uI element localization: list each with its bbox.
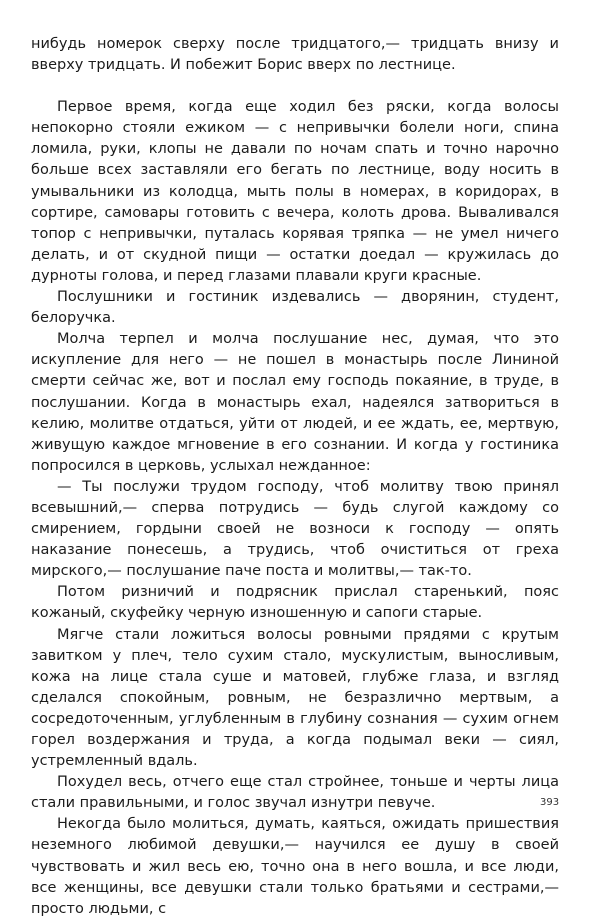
page-body — [31, 34, 559, 920]
paragraph: — Ты послужи трудом господу, чтоб молитву твою принял всевышний,— сперва потрудись — будь слугой каждому со смирением, гордыни своей не возноси к господу — опять наказание понесешь, а трудись, чтоб очиститься от греха мирского,— послушание паче поста и молитвы,— так-то. — [31, 478, 559, 580]
paragraph: Молча терпел и молча послушание нес, думая, что это искупление для него — не пошел в монастырь после Лининой смерти сейчас же, вот и послал ему господь покаяние, в труде, в послушании. Когда в монастырь ехал, надеялся затвориться в келию, молитве отдаться, уйти от людей, и ее ждать, ее, мертвую, живущую каждое мгновение в его сознании. И когда у гостиника попросился в церковь, услыхал нежданное: — [31, 331, 559, 474]
paragraph: Похудел весь, отчего еще стал стройнее, тоньше и черты лица стали правильными, и голос звучал изнутри певуче. — [31, 774, 559, 812]
paragraph: нибудь номерок сверху после тридцатого,— тридцать внизу и вверху тридцать. И побежит Борис вверх по лестнице. — [31, 36, 559, 74]
page-number: 393 — [540, 797, 560, 808]
paragraph: Мягче стали ложиться волосы ровными прядями с крутым завитком у плеч, тело сухим стало, мускулистым, выносливым, кожа на лице стала суше и матовей, глубже глаза, и взгляд сделался спокойным, ровным, не безразлично мертвым, а сосредоточенным, углубленным в глубину сознания — сухим огнем горел воздержания и труда, а когда подымал веки — сиял, устремленный вдаль. — [31, 626, 559, 770]
paragraph: Некогда было молиться, думать, каяться, ожидать пришествия неземного любимой девушки,— научился ее душу в своей чувствовать и жил весь ею, точно она в него вошла, и все люди, все женщины, все девушки стали только братьями и сестрами,— просто людьми, с — [31, 816, 559, 917]
paragraph: Первое время, когда еще ходил без ряски, когда волосы непокорно стояли ежиком — с непривычки болели ноги, спина ломила, руки, клопы не давали по ночам спать и точно нарочно больше всех заставляли его бегать по лестнице, воду носить в умывальники из колодца, мыть полы в номерах, в коридорах, в сортире, самовары готовить с вечера, колоть дрова. Вываливался топор с непривычки, путалась корявая тряпка — не умел ничего делать, и от скудной пищи — остатки доедал — кружилась до дурноты голова, и перед глазами плавали круги красные. — [31, 99, 559, 284]
paragraph: Потом ризничий и подрясник прислал старенький, пояс кожаный, скуфейку черную изношенную и сапоги старые. — [31, 584, 559, 622]
paragraph: Послушники и гостиник издевались — дворянин, студент, белоручка. — [31, 289, 559, 327]
